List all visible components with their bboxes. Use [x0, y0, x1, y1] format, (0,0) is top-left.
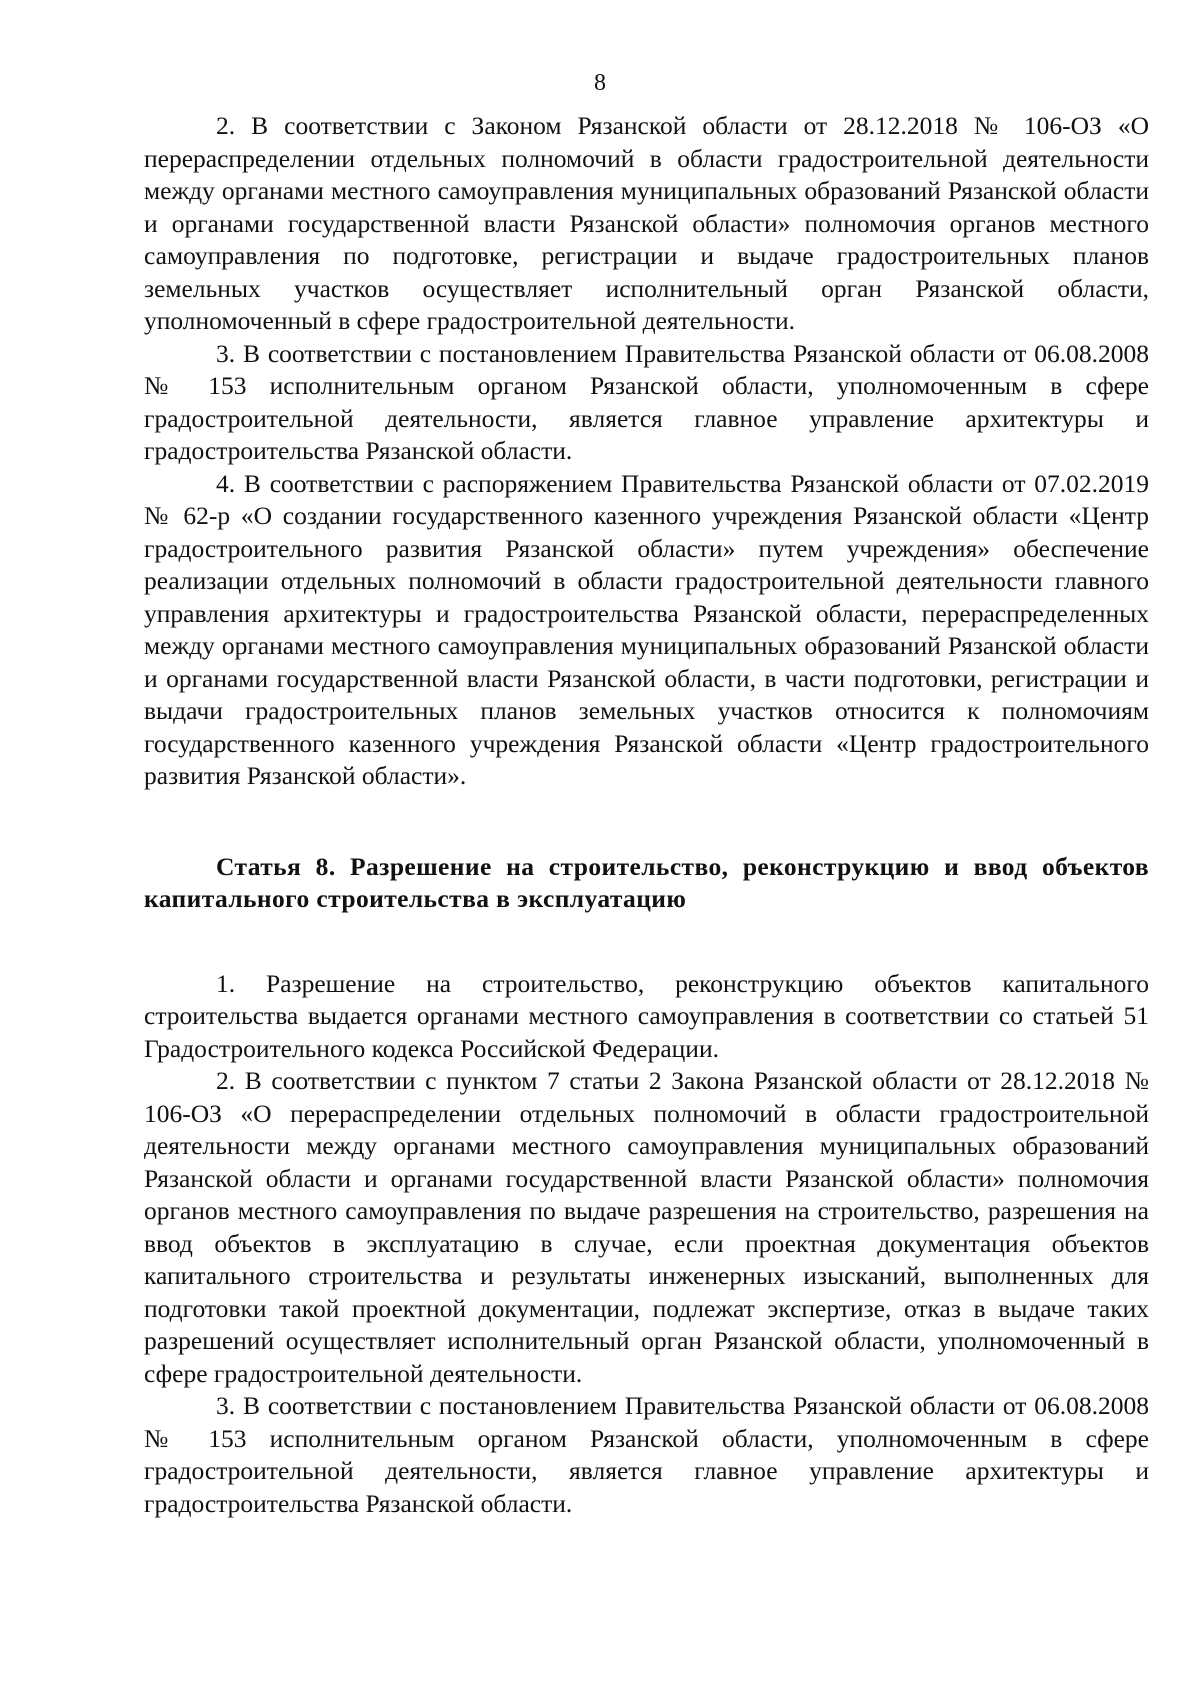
- article-8-paragraph-2: 2. В соответствии с пунктом 7 статьи 2 Закона Рязанской области от 28.12.2018 № 106-ОЗ «О перераспределении отдельных полномочий в области градостроительной деятельности между органами местного самоуправления муниципальных образований Рязанской области и органами государственной власти Рязанской области» полномочия органов местного самоуправления по выдаче разрешения на строительство, разрешения на ввод объектов в эксплуатацию в случае, если проектная документация объектов капитального строительства и результаты инженерных изысканий, выполненных для подготовки такой проектной документации, подлежат экспертизе, отказ в выдаче таких разрешений осуществляет исполнительный орган Рязанской области, уполномоченный в сфере градостроительной деятельности.: [144, 1066, 1149, 1388]
- article-8-paragraph-3: 3. В соответствии с постановлением Правительства Рязанской области от 06.08.2008 № 153 исполнительным органом Рязанской области, уполномоченным в сфере градостроительной деятельности, является главное управление архитектуры и градостроительства Рязанской области.: [144, 1391, 1149, 1518]
- article-heading: Статья 8. Разрешение на строительство, реконструкцию и ввод объектов капитального строительства в эксплуатацию: [144, 851, 1149, 913]
- document-body: [144, 110, 1149, 1520]
- article-8-paragraph-1: 1. Разрешение на строительство, реконструкцию объектов капитального строительства выдается органами местного самоуправления в соответствии со статьей 51 Градостроительного кодекса Российской Федерации.: [144, 968, 1149, 1063]
- spacer: [144, 916, 1149, 968]
- paragraph-item-2-gpzu: 2. В соответствии с Законом Рязанской области от 28.12.2018 № 106-ОЗ «О перераспределении отдельных полномочий в области градостроительной деятельности между органами местного самоуправления муниципальных образований Рязанской области и органами государственной власти Рязанской области» полномочия органов местного самоуправления по подготовке, регистрации и выдаче градостроительных планов земельных участков осуществляет исполнительный орган Рязанской области, уполномоченный в сфере градостроительной деятельности.: [144, 111, 1149, 335]
- paragraph-item-3-authority: 3. В соответствии с постановлением Правительства Рязанской области от 06.08.2008 № 153 исполнительным органом Рязанской области, уполномоченным в сфере градостроительной деятельности, является главное управление архитектуры и градостроительства Рязанской области.: [144, 338, 1149, 465]
- spacer: [144, 793, 1149, 851]
- paragraph-item-4-gku: 4. В соответствии с распоряжением Правительства Рязанской области от 07.02.2019 № 62-р «О создании государственного казенного учреждения Рязанской области «Центр градостроительного развития Рязанской области» путем учреждения» обеспечение реализации отдельных полномочий в области градостроительной деятельности главного управления архитектуры и градостроительства Рязанской области, перераспределенных между органами местного самоуправления муниципальных образований Рязанской области и органами государственной власти Рязанской области, в части подготовки, регистрации и выдачи градостроительных планов земельных участков относится к полномочиям государственного казенного учреждения Рязанской области «Центр градостроительного развития Рязанской области».: [144, 468, 1149, 790]
- page-number: 8: [594, 70, 606, 96]
